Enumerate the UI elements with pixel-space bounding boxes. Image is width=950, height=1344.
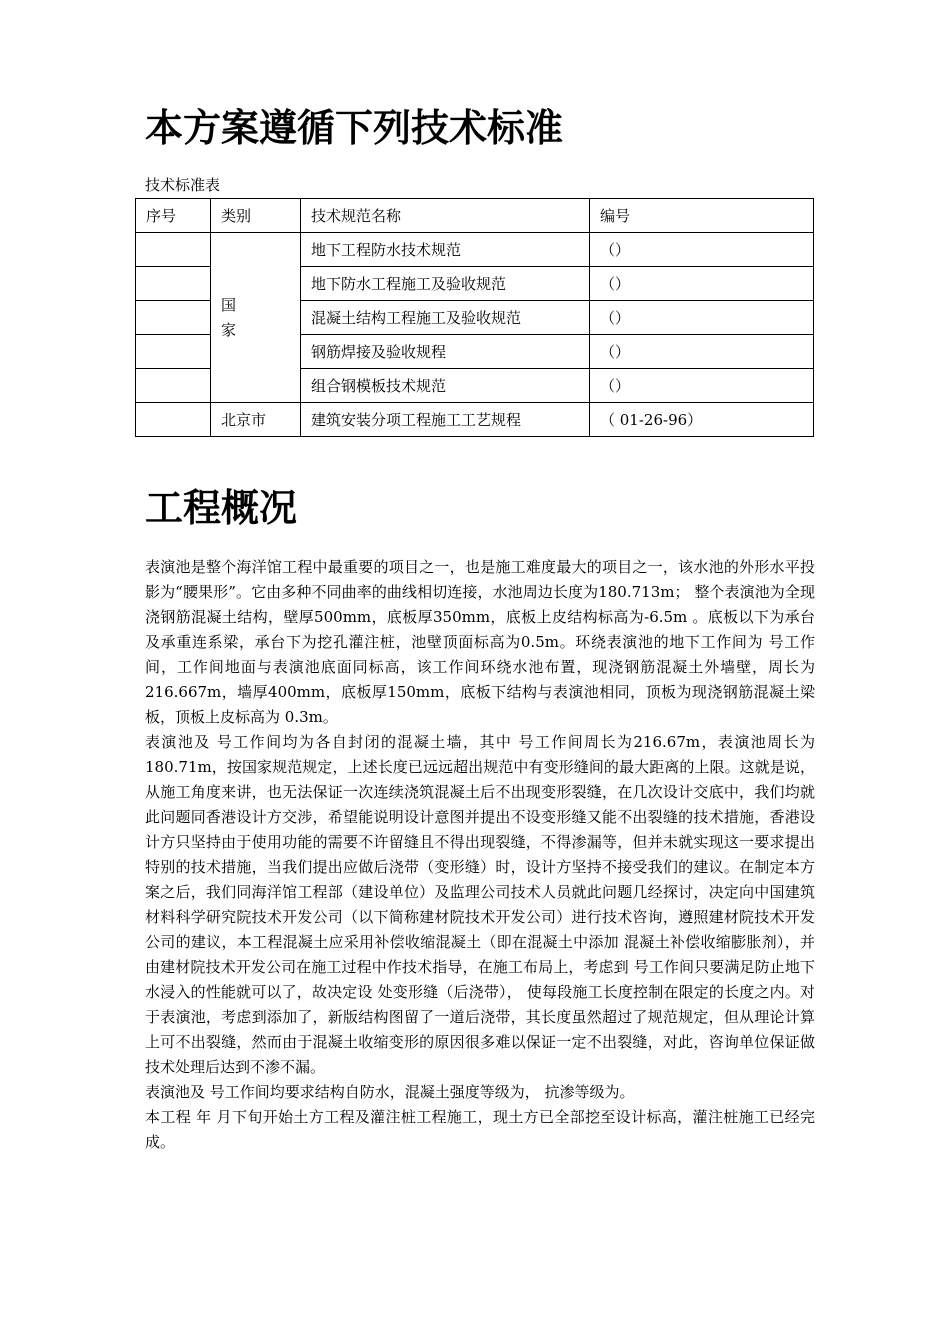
section-title-overview: 工程概况 xyxy=(145,486,298,530)
standards-table xyxy=(135,198,814,437)
table-caption: 技术标准表 xyxy=(145,176,221,194)
category-national-cell xyxy=(211,233,301,403)
header-cell-name: 技术规范名称 xyxy=(301,199,590,233)
row-no-cell xyxy=(136,403,211,437)
row-name-cell: 建筑安装分项工程施工工艺规程 xyxy=(301,403,590,437)
row-code-cell: （） xyxy=(590,335,814,369)
header-cell-category: 类别 xyxy=(211,199,301,233)
row-code-cell: （） xyxy=(590,369,814,403)
row-name-cell: 地下工程防水技术规范 xyxy=(301,233,590,267)
table-header-row xyxy=(136,199,814,233)
row-category-cell: 北京市 xyxy=(211,403,301,437)
row-code-cell: （） xyxy=(590,267,814,301)
paragraph: 表演池及 号工作间均为各自封闭的混凝土墙，其中 号工作间周长为216.67m，表演池周长为180.71m，按国家规范规定，上述长度已远远超出规范中有变形缝间的最大距离的上限。这就是说，从施工角度来讲，也无法保证一次连续浇筑混凝土后不出现变形裂缝，在几次设计交底中，我们均就此问题同香港设计方交涉，希望能说明设计意图并提出不设变形缝又能不出裂缝的技术措施，香港设计方只坚持由于使用功能的需要不许留缝且不得出现裂缝，不得渗漏等，但并未就实现这一要求提出特别的技术措施，当我们提出应做后浇带（变形缝）时，设计方坚持不接受我们的建议。在制定本方案之后，我们同海洋馆工程部（建设单位）及监理公司技术人员就此问题几经探讨，决定向中国建筑材料科学研究院技术开发公司（以下简称建材院技术开发公司）进行技术咨询，遵照建材院技术开发公司的建议，本工程混凝土应采用补偿收缩混凝土（即在混凝土中添加 混凝土补偿收缩膨胀剂），并由建材院技术开发公司在施工过程中作技术指导，在施工布局上，考虑到 号工作间只要满足防止地下水浸入的性能就可以了，故决定设 处变形缝（后浇带）， 使每段施工长度控制在限定的长度之内。对于表演池，考虑到添加了，新版结构图留了一道后浇带，其长度虽然超过了规范规定，但从理论计算上可不出裂缝，然而由于混凝土收缩变形的原因很多难以保证一定不出裂缝，对此，咨询单位保证做技术处理后达到不渗不漏。 xyxy=(145,733,815,1076)
table-row xyxy=(136,233,814,267)
row-code-cell: （） xyxy=(590,301,814,335)
header-cell-no: 序号 xyxy=(136,199,211,233)
row-no-cell xyxy=(136,301,211,335)
paragraph: 表演池及 号工作间均要求结构自防水，混凝土强度等级为， 抗渗等级为。 xyxy=(145,1083,635,1101)
row-no-cell xyxy=(136,335,211,369)
row-code-cell: （ 01-26-96） xyxy=(590,403,814,437)
row-name-cell: 钢筋焊接及验收规程 xyxy=(301,335,590,369)
paragraph: 表演池是整个海洋馆工程中最重要的项目之一，也是施工难度最大的项目之一，该水池的外形水平投影为“腰果形”。它由多种不同曲率的曲线相切连接，水池周边长度为180.713m； 整个表演池为全现浇钢筋混凝土结构，壁厚500mm，底板厚350mm，底板上皮结构标高为-6.5m 。底板以下为承台及承重连系梁，承台下为挖孔灌注桩，池壁顶面标高为0.5m。环绕表演池的地下工作间为 号工作间，工作间地面与表演池底面同标高，该工作间环绕水池布置，现浇钢筋混凝土外墙壁，周长为216.667m，墙厚400mm，底板厚150mm，底板下结构与表演池相同，顶板为现浇钢筋混凝土梁板，顶板上皮标高为 0.3m。 xyxy=(145,558,815,726)
row-name-cell: 组合钢模板技术规范 xyxy=(301,369,590,403)
row-no-cell xyxy=(136,267,211,301)
row-no-cell xyxy=(136,233,211,267)
row-code-cell: （） xyxy=(590,233,814,267)
category-national-char: 国 xyxy=(221,295,237,314)
overview-body xyxy=(145,555,815,1155)
row-name-cell: 地下防水工程施工及验收规范 xyxy=(301,267,590,301)
table-row xyxy=(136,403,814,437)
paragraph: 本工程 年 月下旬开始土方工程及灌注桩工程施工，现土方已全部挖至设计标高，灌注桩施工已经完成。 xyxy=(145,1108,815,1151)
row-no-cell xyxy=(136,369,211,403)
header-cell-code: 编号 xyxy=(590,199,814,233)
category-national-char: 家 xyxy=(221,320,237,339)
row-name-cell: 混凝土结构工程施工及验收规范 xyxy=(301,301,590,335)
section-title-standards: 本方案遵循下列技术标准 xyxy=(145,106,564,150)
